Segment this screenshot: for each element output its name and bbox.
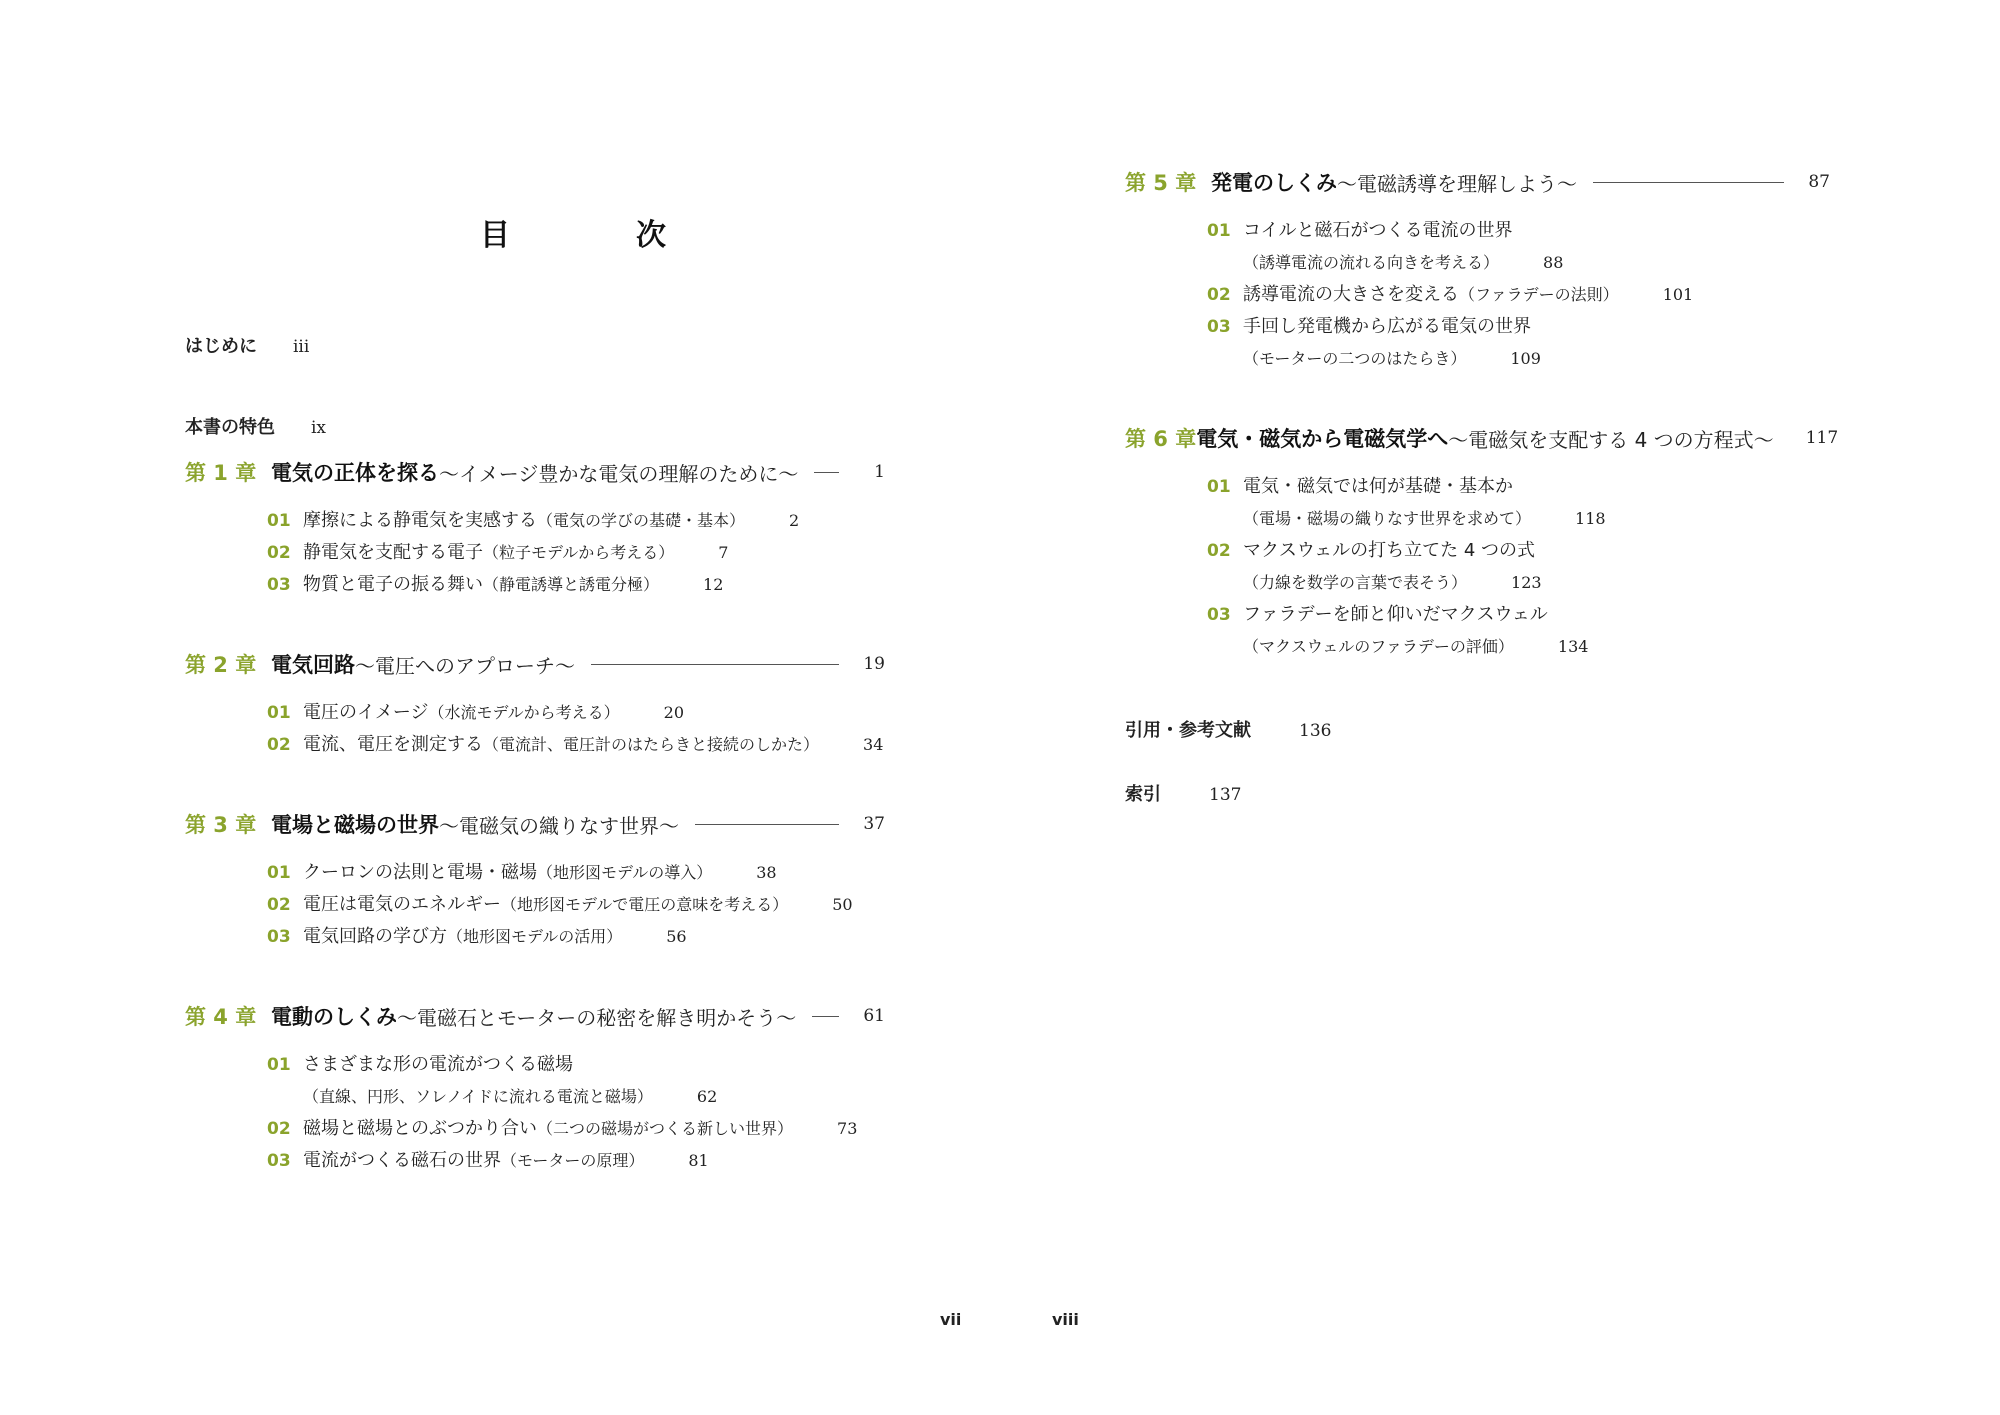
chapter-page: 37 (863, 814, 885, 834)
section-row[interactable] (1207, 472, 1513, 502)
section-subtitle: （直線、円形、ソレノイドに流れる電流と磁場） (303, 1087, 653, 1106)
chapter-title: 発電のしくみ (1211, 171, 1337, 195)
back-item-index[interactable] (1125, 780, 1241, 806)
section-subtitle: （静電誘導と誘電分極） (483, 575, 660, 594)
section-title: マクスウェルの打ち立てた 4 つの式 (1243, 540, 1535, 561)
chapter-subtitle: 〜イメージ豊かな電気の理解のために〜 (439, 461, 799, 486)
section-page: 56 (666, 927, 687, 946)
leader-line (591, 664, 839, 665)
section-row[interactable] (267, 858, 777, 888)
section-title: 誘導電流の大きさを変える (1243, 284, 1459, 305)
back-item-page: 137 (1209, 785, 1242, 805)
section-subtitle: （地形図モデルの活用） (447, 927, 623, 946)
section-subtitle: （モーターの原理） (501, 1151, 645, 1170)
back-item-references[interactable] (1125, 716, 1331, 742)
section-title: 電気回路の学び方 (303, 926, 447, 947)
section-title: 磁場と磁場とのぶつかり合い (303, 1118, 537, 1139)
section-continuation[interactable] (303, 1084, 717, 1107)
chapter-5-heading[interactable] (1125, 165, 1830, 199)
chapter-6-heading[interactable] (1125, 421, 1839, 455)
section-number: 02 (267, 543, 291, 563)
front-item-features[interactable] (185, 413, 326, 439)
section-row[interactable] (267, 570, 723, 600)
section-number: 01 (267, 1055, 291, 1075)
section-number: 02 (1207, 285, 1231, 305)
chapter-4-heading[interactable] (185, 999, 885, 1033)
section-title: 電圧のイメージ (303, 702, 429, 723)
section-page: 34 (863, 735, 884, 754)
section-row[interactable] (267, 506, 799, 536)
section-subtitle: （ファラデーの法則） (1459, 285, 1619, 304)
section-page: 7 (718, 543, 729, 562)
chapter-number: 第 5 章 (1125, 171, 1197, 195)
chapter-3-heading[interactable] (185, 807, 885, 841)
section-title: ファラデーを師と仰いだマクスウェル (1243, 604, 1548, 625)
chapter-number: 第 1 章 (185, 461, 257, 485)
section-row[interactable] (1207, 600, 1548, 630)
section-title: 電流がつくる磁石の世界 (303, 1150, 501, 1171)
section-subtitle: （電気の学びの基礎・基本） (537, 511, 746, 530)
section-row[interactable] (267, 1114, 857, 1144)
chapter-page: 117 (1805, 428, 1839, 448)
front-item-label: はじめに (185, 336, 257, 357)
chapter-subtitle: 〜電磁気の織りなす世界〜 (439, 813, 679, 838)
section-title: 摩擦による静電気を実感する (303, 510, 537, 531)
section-subtitle: （地形図モデルの導入） (537, 863, 713, 882)
section-page: 109 (1510, 349, 1541, 368)
section-subtitle: （誘導電流の流れる向きを考える） (1243, 253, 1500, 272)
section-row[interactable] (267, 1050, 573, 1080)
section-page: 50 (832, 895, 853, 914)
section-continuation[interactable] (1243, 570, 1542, 593)
section-page: 2 (789, 511, 800, 530)
chapter-page: 87 (1808, 172, 1830, 192)
section-row[interactable] (1207, 312, 1531, 342)
front-item-page: ix (311, 418, 327, 438)
leader-line (1593, 182, 1784, 183)
page-number-left: vii (940, 1310, 962, 1329)
section-row[interactable] (1207, 216, 1512, 246)
section-page: 38 (756, 863, 777, 882)
section-title: 物質と電子の振る舞い (303, 574, 483, 595)
section-number: 02 (267, 735, 291, 755)
section-subtitle: （粒子モデルから考える） (483, 543, 675, 562)
section-row[interactable] (1207, 280, 1693, 310)
section-title: 電気・磁気では何が基礎・基本か (1243, 476, 1513, 497)
section-number: 03 (1207, 317, 1231, 337)
section-title: 静電気を支配する電子 (303, 542, 483, 563)
section-row[interactable] (267, 698, 684, 728)
leader-line (814, 472, 839, 473)
section-continuation[interactable] (1243, 346, 1541, 369)
chapter-title: 電動のしくみ (271, 1005, 397, 1029)
section-title: 電圧は電気のエネルギー (303, 894, 501, 915)
section-page: 62 (696, 1087, 718, 1106)
chapter-2-heading[interactable] (185, 647, 885, 681)
chapter-number: 第 2 章 (185, 653, 257, 677)
chapter-title: 電場と磁場の世界 (271, 813, 439, 837)
section-subtitle: （二つの磁場がつくる新しい世界） (537, 1119, 794, 1138)
section-continuation[interactable] (1243, 506, 1606, 529)
section-number: 03 (267, 1151, 291, 1171)
section-row[interactable] (267, 922, 687, 952)
section-number: 01 (267, 703, 291, 723)
toc-title: 目 次 (480, 218, 714, 253)
section-page: 123 (1511, 573, 1542, 592)
section-number: 01 (1207, 477, 1231, 497)
section-row[interactable] (267, 538, 728, 568)
chapter-number: 第 3 章 (185, 813, 257, 837)
section-number: 01 (267, 511, 291, 531)
section-page: 134 (1557, 637, 1589, 656)
chapter-page: 61 (863, 1006, 885, 1026)
chapter-page: 1 (874, 462, 885, 482)
section-page: 101 (1662, 285, 1694, 304)
section-number: 02 (1207, 541, 1231, 561)
section-page: 81 (688, 1151, 709, 1170)
section-page: 12 (703, 575, 724, 594)
section-row[interactable] (267, 730, 883, 760)
section-title: さまざまな形の電流がつくる磁場 (303, 1054, 573, 1075)
section-subtitle: （地形図モデルで電圧の意味を考える） (501, 895, 789, 914)
section-subtitle: （モーターの二つのはたらき） (1243, 349, 1467, 368)
section-row[interactable] (1207, 536, 1535, 566)
section-subtitle: （電流計、電圧計のはたらきと接続のしかた） (483, 735, 820, 754)
section-subtitle: （マクスウェルのファラデーの評価） (1243, 637, 1514, 656)
section-page: 20 (663, 703, 685, 722)
section-subtitle: （力線を数学の言葉で表そう） (1243, 573, 1468, 592)
section-continuation[interactable] (1243, 634, 1588, 657)
front-item-page: iii (293, 337, 310, 357)
leader-line (695, 824, 839, 825)
front-item-preface[interactable] (185, 332, 309, 358)
chapter-page: 19 (863, 654, 885, 674)
section-number: 02 (267, 1119, 291, 1139)
chapter-title: 電気の正体を探る (271, 461, 439, 485)
back-item-page: 136 (1299, 721, 1332, 741)
chapter-title: 電気回路 (271, 653, 355, 677)
section-page: 88 (1543, 253, 1564, 272)
front-item-label: 本書の特色 (185, 417, 275, 438)
right-page (1000, 0, 2000, 1415)
back-item-label: 引用・参考文献 (1125, 720, 1251, 741)
section-row[interactable] (267, 890, 853, 920)
section-title: クーロンの法則と電場・磁場 (303, 862, 537, 883)
section-title: 手回し発電機から広がる電気の世界 (1243, 316, 1531, 337)
chapter-subtitle: 〜電圧へのアプローチ〜 (355, 653, 575, 678)
section-subtitle: （水流モデルから考える） (428, 703, 620, 722)
section-subtitle: （電場・磁場の織りなす世界を求めて） (1243, 509, 1532, 528)
section-number: 01 (1207, 221, 1231, 241)
section-number: 02 (267, 895, 291, 915)
chapter-title: 電気・磁気から電磁気学へ (1196, 427, 1449, 451)
section-number: 03 (1207, 605, 1231, 625)
section-page: 73 (837, 1119, 858, 1138)
back-item-label: 索引 (1125, 784, 1161, 805)
section-number: 01 (267, 863, 291, 883)
chapter-subtitle: 〜電磁石とモーターの秘密を解き明かそう〜 (397, 1005, 797, 1030)
section-page: 118 (1575, 509, 1606, 528)
leader-line (812, 1016, 839, 1017)
chapter-number: 第 6 章 (1125, 427, 1197, 451)
section-number: 03 (267, 575, 291, 595)
chapter-number: 第 4 章 (185, 1005, 257, 1029)
section-continuation[interactable] (1243, 250, 1563, 273)
section-row[interactable] (267, 1146, 709, 1176)
chapter-subtitle: 〜電磁誘導を理解しよう〜 (1337, 171, 1577, 196)
chapter-1-heading[interactable] (185, 455, 885, 489)
section-title: 電流、電圧を測定する (303, 734, 483, 755)
page-number-right: viii (1052, 1310, 1079, 1329)
chapter-subtitle: 〜電磁気を支配する 4 つの方程式〜 (1448, 427, 1774, 452)
section-title: コイルと磁石がつくる電流の世界 (1243, 220, 1513, 241)
section-number: 03 (267, 927, 291, 947)
